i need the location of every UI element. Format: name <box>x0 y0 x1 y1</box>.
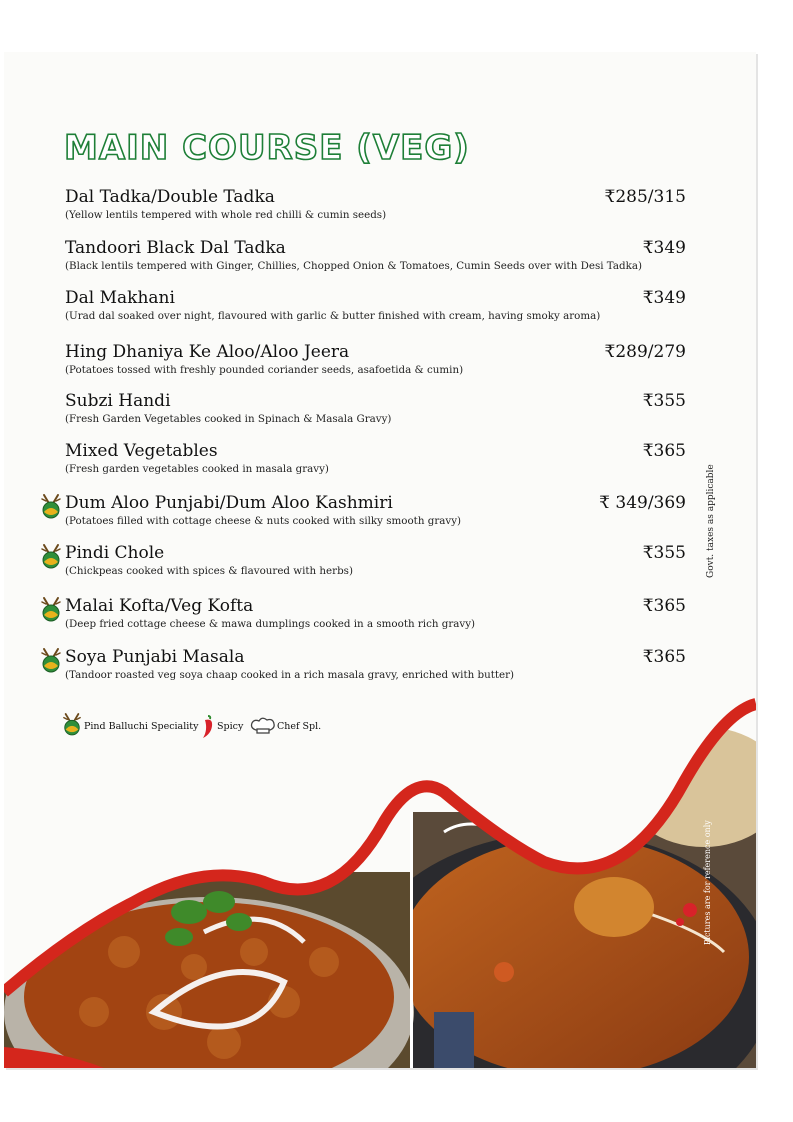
menu-item <box>40 238 690 282</box>
item-price: ₹355 <box>642 391 686 411</box>
item-description: (Fresh garden vegetables cooked in masala gravy) <box>65 463 329 475</box>
item-price: ₹289/279 <box>604 342 686 362</box>
legend-spicy-label: Spicy <box>217 721 244 732</box>
item-description: (Chickpeas cooked with spices & flavoured with herbs) <box>65 565 353 577</box>
item-name: Hing Dhaniya Ke Aloo/Aloo Jeera <box>65 342 350 362</box>
item-name: Dal Tadka/Double Tadka <box>65 187 275 207</box>
menu-item <box>40 441 690 485</box>
item-price: ₹ 349/369 <box>599 493 686 513</box>
item-description: (Potatoes filled with cottage cheese & nuts cooked with silky smooth gravy) <box>65 515 462 527</box>
tax-note: Govt. taxes as applicable <box>706 464 716 578</box>
item-name: Dal Makhani <box>65 288 175 308</box>
speciality-icon <box>40 647 62 673</box>
item-name: Pindi Chole <box>65 543 165 563</box>
item-description: (Yellow lentils tempered with whole red chilli & cumin seeds) <box>65 209 387 221</box>
menu-item <box>40 187 690 231</box>
item-price: ₹349 <box>642 288 686 308</box>
menu-item <box>40 493 690 537</box>
menu-item <box>40 543 690 587</box>
legend-speciality-label: Pind Balluchi Speciality <box>84 721 199 732</box>
speciality-icon <box>40 493 62 519</box>
item-name: Tandoori Black Dal Tadka <box>65 238 286 258</box>
item-description: (Tandoor roasted veg soya chaap cooked in a rich masala gravy, enriched with butter) <box>65 669 515 681</box>
item-name: Mixed Vegetables <box>65 441 218 461</box>
menu-item <box>40 596 690 640</box>
speciality-icon <box>62 712 82 736</box>
item-description: (Potatoes tossed with freshly pounded coriander seeds, asafoetida & cumin) <box>65 364 464 376</box>
speciality-icon <box>40 596 62 622</box>
item-name: Soya Punjabi Masala <box>65 647 245 667</box>
item-price: ₹349 <box>642 238 686 258</box>
menu-item <box>40 391 690 435</box>
chef-hat-icon <box>250 716 276 736</box>
item-description: (Fresh Garden Vegetables cooked in Spinach & Masala Gravy) <box>65 413 392 425</box>
page-title: MAIN COURSE (VEG) <box>64 128 470 168</box>
item-name: Subzi Handi <box>65 391 171 411</box>
menu-item <box>40 647 690 691</box>
item-price: ₹365 <box>642 441 686 461</box>
legend-chef-label: Chef Spl. <box>277 721 322 732</box>
item-price: ₹355 <box>642 543 686 563</box>
menu-item <box>40 342 690 386</box>
item-name: Dum Aloo Punjabi/Dum Aloo Kashmiri <box>65 493 393 513</box>
legend <box>62 712 362 742</box>
item-name: Malai Kofta/Veg Kofta <box>65 596 254 616</box>
chilli-icon <box>199 714 217 740</box>
item-description: (Urad dal soaked over night, flavoured with garlic & butter finished with cream, having smoky aroma) <box>65 310 601 322</box>
item-price: ₹365 <box>642 596 686 616</box>
item-price: ₹365 <box>642 647 686 667</box>
item-description: (Deep fried cottage cheese & mawa dumplings cooked in a smooth rich gravy) <box>65 618 476 630</box>
menu-item <box>40 288 690 332</box>
item-description: (Black lentils tempered with Ginger, Chillies, Chopped Onion & Tomatoes, Cumin Seeds over with Desi Tadka) <box>65 260 642 272</box>
speciality-icon <box>40 543 62 569</box>
pictures-note: Pictures are for reference only <box>703 820 712 945</box>
item-price: ₹285/315 <box>604 187 686 207</box>
